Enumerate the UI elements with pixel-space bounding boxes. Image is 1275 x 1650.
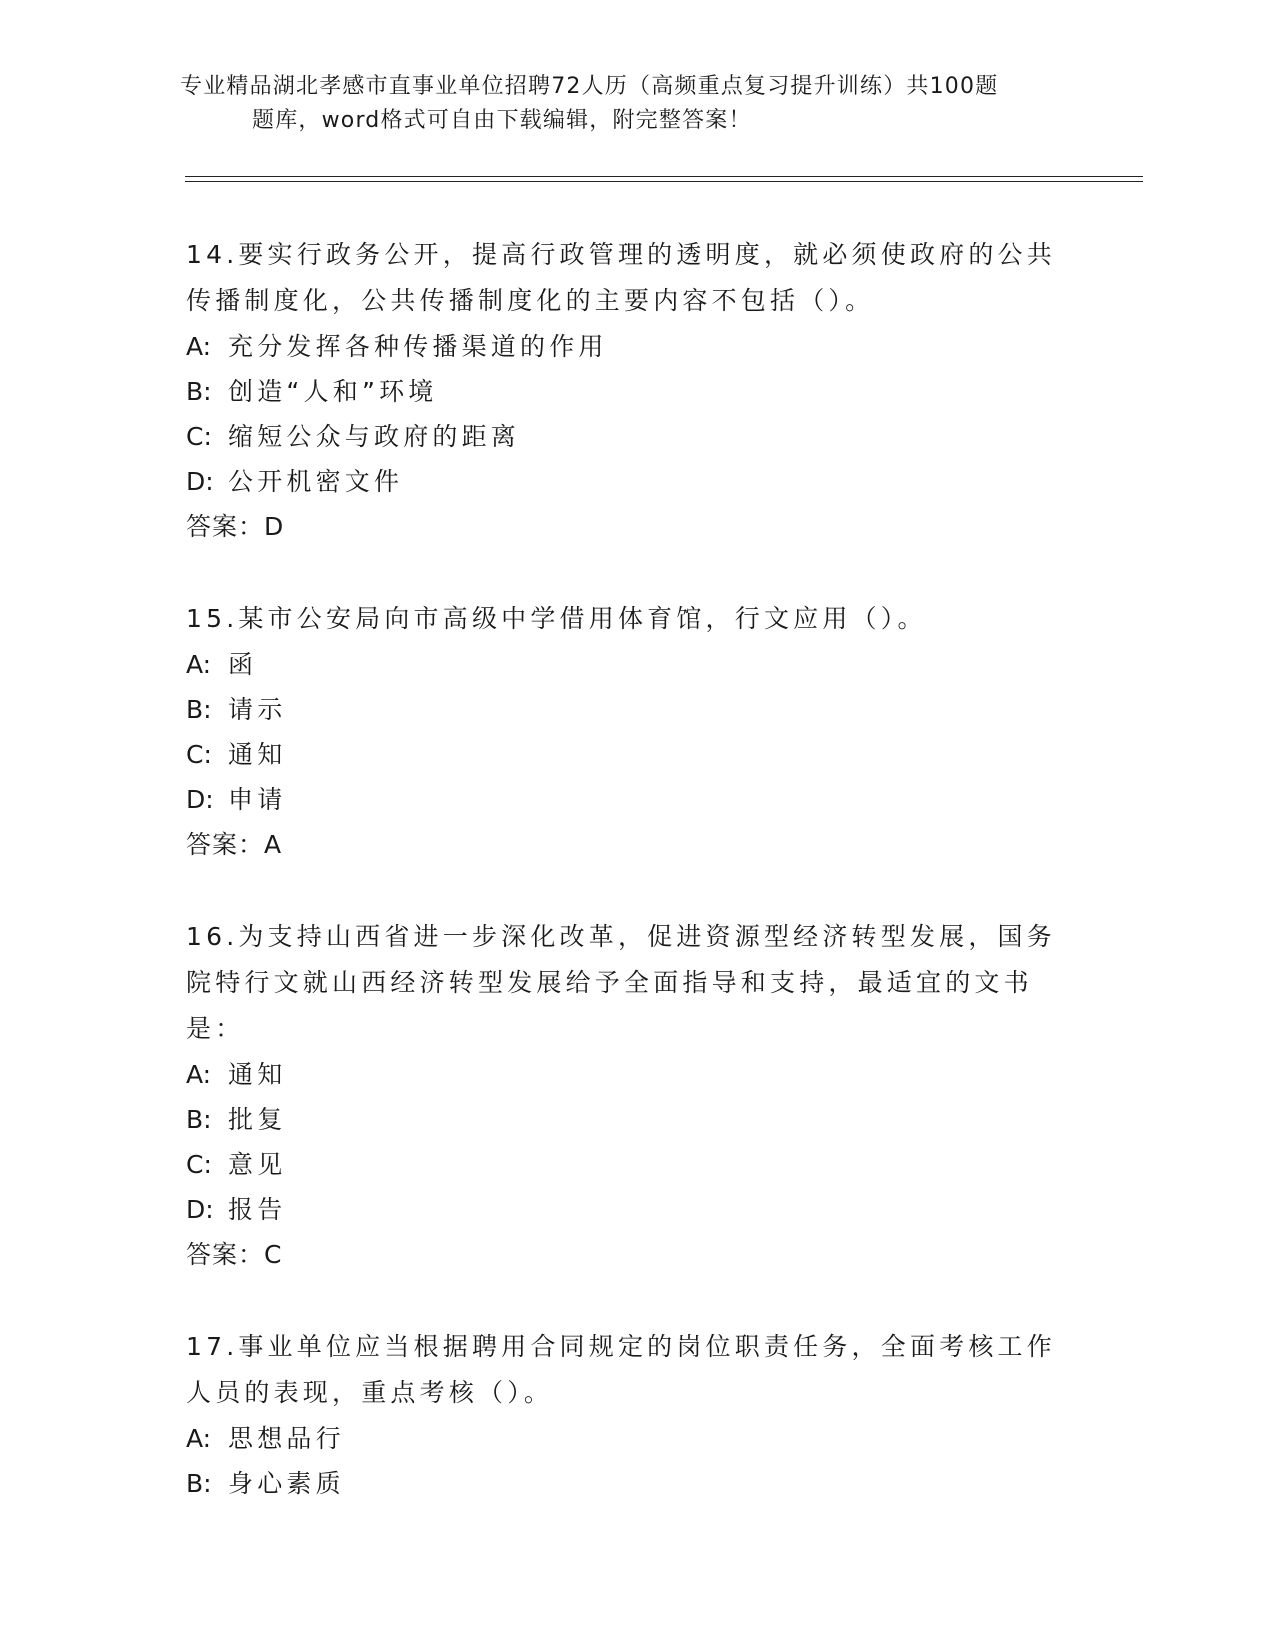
header-line-1: 专业精品湖北孝感市直事业单位招聘72人历（高频重点复习提升训练）共100题 (180, 74, 999, 99)
option-text: 通知 (228, 1060, 287, 1089)
option-text: 缩短公众与政府的距离 (228, 422, 521, 451)
option-a (186, 324, 1066, 369)
option-a (186, 1416, 1066, 1461)
question-list (186, 232, 1066, 1552)
question-stem: 16.为支持山西省进一步深化改革，促进资源型经济转型发展，国务院特行文就山西经济转型发展给予全面指导和支持，最适宜的文书是： (186, 922, 1056, 1043)
option-text: 思想品行 (228, 1424, 345, 1453)
option-a (186, 642, 1066, 687)
option-letter: C: (186, 1150, 212, 1179)
option-letter: A: (186, 650, 212, 679)
option-letter: B: (186, 1469, 212, 1498)
document-header (180, 70, 1060, 138)
question-16 (186, 914, 1066, 1278)
option-c (186, 1142, 1066, 1187)
option-text: 请示 (228, 695, 287, 724)
header-line-2: 题库，word格式可自由下载编辑，附完整答案！ (252, 108, 752, 133)
question-17 (186, 1324, 1066, 1506)
option-a (186, 1052, 1066, 1097)
option-b (186, 687, 1066, 732)
option-letter: B: (186, 1105, 212, 1134)
option-text: 函 (228, 650, 258, 679)
option-letter: D: (186, 1195, 214, 1224)
answer-label: 答案：D (186, 512, 285, 541)
option-text: 报告 (228, 1195, 287, 1224)
option-c (186, 732, 1066, 777)
header-divider-top (185, 176, 1143, 177)
option-letter: C: (186, 422, 212, 451)
option-text: 公开机密文件 (228, 467, 404, 496)
option-letter: D: (186, 467, 214, 496)
option-text: 意见 (228, 1150, 287, 1179)
question-15 (186, 596, 1066, 868)
option-letter: B: (186, 695, 212, 724)
question-stem: 17.事业单位应当根据聘用合同规定的岗位职责任务，全面考核工作人员的表现，重点考核（）。 (186, 1332, 1056, 1407)
option-d (186, 459, 1066, 504)
option-text: 通知 (228, 740, 287, 769)
question-14 (186, 232, 1066, 550)
option-letter: A: (186, 1424, 212, 1453)
answer-label: 答案：A (186, 830, 283, 859)
option-text: 批复 (228, 1105, 287, 1134)
option-text: 充分发挥各种传播渠道的作用 (228, 332, 608, 361)
answer-label: 答案：C (186, 1240, 283, 1269)
option-d (186, 1187, 1066, 1232)
option-b (186, 1461, 1066, 1506)
option-c (186, 414, 1066, 459)
option-text: 创造“人和”环境 (228, 377, 438, 406)
question-stem: 14.要实行政务公开，提高行政管理的透明度，就必须使政府的公共传播制度化，公共传播制度化的主要内容不包括（）。 (186, 240, 1056, 315)
option-letter: B: (186, 377, 212, 406)
option-letter: A: (186, 1060, 212, 1089)
option-b (186, 1097, 1066, 1142)
option-text: 申请 (228, 785, 287, 814)
option-d (186, 777, 1066, 822)
option-letter: A: (186, 332, 212, 361)
question-stem: 15.某市公安局向市高级中学借用体育馆，行文应用（）。 (186, 604, 927, 633)
option-text: 身心素质 (228, 1469, 345, 1498)
header-divider-bottom (185, 181, 1143, 182)
option-b (186, 369, 1066, 414)
option-letter: C: (186, 740, 212, 769)
option-letter: D: (186, 785, 214, 814)
